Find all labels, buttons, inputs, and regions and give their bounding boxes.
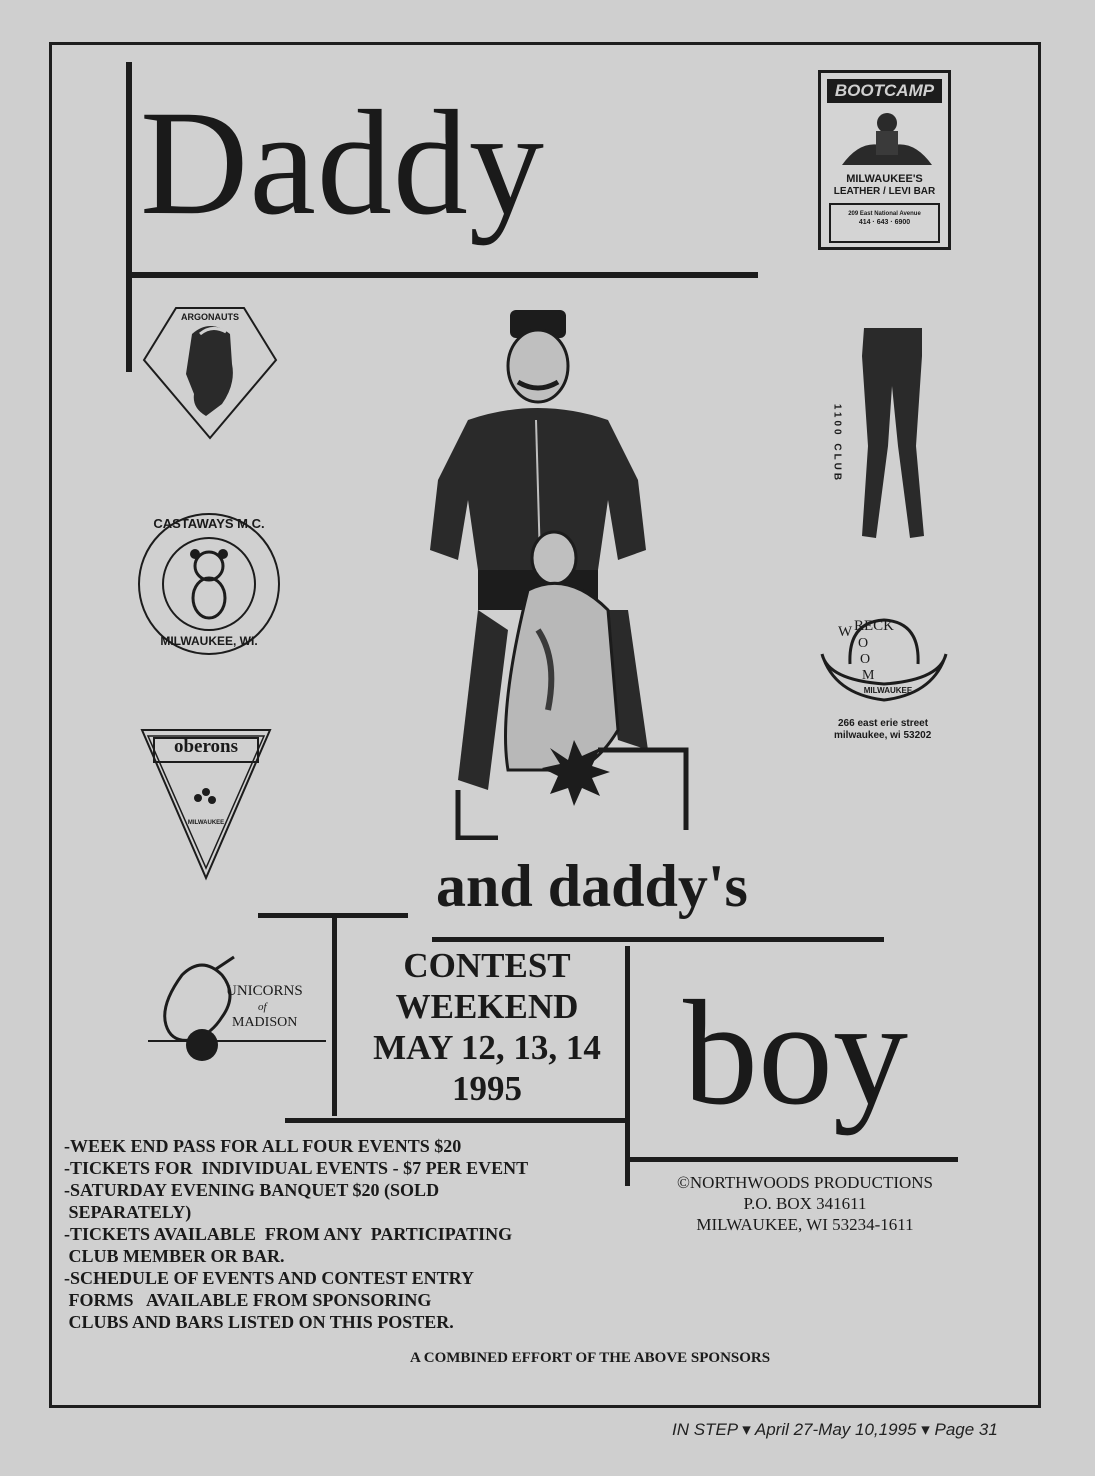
contest-weekend-block xyxy=(342,945,632,1109)
bootcamp-line2: LEATHER / LEVI BAR xyxy=(833,186,936,197)
contest-line-1: CONTEST xyxy=(403,946,571,985)
footer-separator-icon: ▾ xyxy=(921,1420,930,1439)
producer-address xyxy=(650,1172,960,1235)
wreck-o2: O xyxy=(860,652,871,667)
central-illustration xyxy=(378,310,698,840)
producer-name: ©NORTHWOODS PRODUCTIONS xyxy=(676,1173,934,1192)
combined-effort-note: A COMBINED EFFORT OF THE ABOVE SPONSORS xyxy=(410,1350,771,1366)
rule-contest-top-right xyxy=(432,937,884,942)
detail-line: -WEEK END PASS FOR ALL FOUR EVENTS $20 xyxy=(64,1136,462,1156)
oberons-city: MILWAUKEE xyxy=(187,820,225,826)
argonauts-name: ARGONAUTS xyxy=(181,312,239,322)
producer-city: MILWAUKEE, WI 53234-1611 xyxy=(696,1215,914,1234)
bootcamp-info-box xyxy=(829,203,940,243)
unicorn-icon xyxy=(152,955,242,1065)
event-details xyxy=(64,1135,584,1333)
detail-line: CLUB MEMBER OR BAR. xyxy=(64,1246,285,1266)
oberons-logo xyxy=(140,728,272,882)
castaways-top-text: CASTAWAYS M.C. xyxy=(153,516,265,531)
detail-line: -TICKETS AVAILABLE FROM ANY PARTICIPATING xyxy=(64,1224,513,1244)
bootcamp-logo xyxy=(818,70,951,250)
oberons-name: oberons xyxy=(173,736,239,757)
footer-publication: IN STEP xyxy=(672,1420,738,1439)
contest-line-2: WEEKEND xyxy=(395,987,579,1026)
wreck-reck: RECK xyxy=(854,618,895,634)
headline-daddy: Daddy xyxy=(140,80,545,246)
unicorns-line2: of xyxy=(258,1001,267,1013)
detail-line: FORMS AVAILABLE FROM SPONSORING xyxy=(64,1290,432,1310)
headline-and-daddys: and daddy's xyxy=(436,853,748,919)
bootcamp-line3: 209 East National Avenue xyxy=(848,211,921,217)
castaways-bottom-text: MILWAUKEE, WI. xyxy=(160,634,258,648)
rule-contest-left-vertical xyxy=(332,916,337,1116)
bootcamp-line1: MILWAUKEE'S xyxy=(846,173,923,185)
producer-pobox: P.O. BOX 341611 xyxy=(743,1194,867,1213)
argonauts-shield-icon xyxy=(140,304,280,442)
unicorns-logo xyxy=(146,955,326,1065)
unicorns-line1: UNICORNS xyxy=(226,983,303,999)
rule-contest-bottom xyxy=(285,1118,630,1123)
rule-boy-bottom xyxy=(628,1157,958,1162)
bootcamp-name: BOOTCAMP xyxy=(827,79,942,103)
rule-vertical-left xyxy=(126,62,132,372)
castaways-logo xyxy=(134,510,284,658)
detail-line: -SATURDAY EVENING BANQUET $20 (SOLD xyxy=(64,1180,440,1200)
wreck-address2: milwaukee, wi 53202 xyxy=(834,730,932,741)
wreck-o1: O xyxy=(858,636,869,651)
legs-icon xyxy=(858,326,930,541)
unicorns-line3: MADISON xyxy=(232,1015,298,1030)
footer-separator-icon: ▾ xyxy=(742,1420,751,1439)
bootcamp-figure-icon xyxy=(832,107,942,171)
detail-line: SEPARATELY) xyxy=(64,1202,192,1222)
contest-year: 1995 xyxy=(452,1069,522,1108)
wreck-m: M xyxy=(862,668,875,683)
wreck-address1: 266 east erie street xyxy=(838,718,929,729)
argonauts-logo xyxy=(140,304,280,442)
club-1100-name: 1100 CLUB xyxy=(831,403,843,484)
detail-line: -SCHEDULE OF EVENTS AND CONTEST ENTRY xyxy=(64,1268,474,1288)
page-footer xyxy=(672,1420,998,1440)
bootcamp-line4: 414 · 643 · 6900 xyxy=(858,219,911,226)
club-1100-logo xyxy=(818,326,938,541)
wreck-city: MILWAUKEE xyxy=(863,686,913,695)
footer-dates: April 27-May 10,1995 xyxy=(754,1420,917,1439)
footer-page: Page 31 xyxy=(934,1420,998,1439)
contest-dates: MAY 12, 13, 14 xyxy=(373,1028,601,1067)
detail-line: -TICKETS FOR INDIVIDUAL EVENTS - $7 PER EVENT xyxy=(64,1158,529,1178)
detail-line: CLUBS AND BARS LISTED ON THIS POSTER. xyxy=(64,1312,454,1332)
wreck-room-logo xyxy=(814,614,954,764)
wreck-w: W xyxy=(838,624,853,640)
headline-boy: boy xyxy=(683,970,908,1136)
rule-under-daddy xyxy=(132,272,758,278)
